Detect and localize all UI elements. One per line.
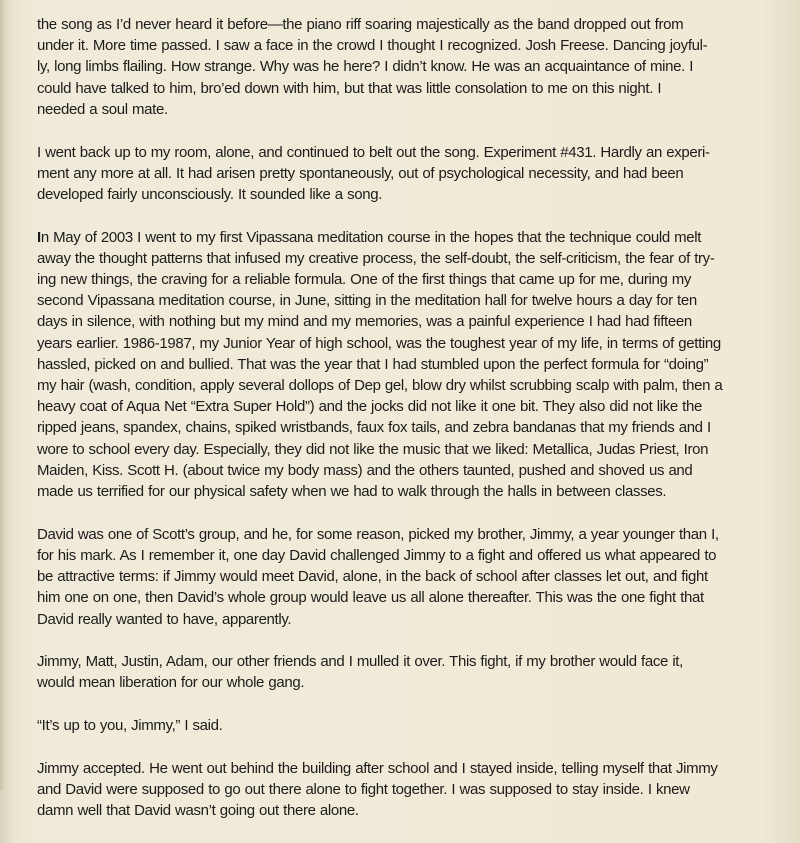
text-line: ment any more at all. It had arisen pretty spontaneously, out of psychological necessity, and had been — [37, 164, 684, 182]
text-line: hassled, picked on and bullied. That was the year that I had stumbled upon the perfect formula for “doing” — [37, 355, 709, 373]
text-line: developed fairly unconsciously. It sounded like a song. — [37, 185, 383, 203]
text-line: heavy coat of Aqua Net “Extra Super Hold”) and the jocks did not like it one bit. They also did not like the — [37, 398, 702, 416]
page-fold-shadow — [0, 0, 6, 790]
text-line: second Vipassana meditation course, in June, sitting in the meditation hall for twelve hours a day for ten — [37, 292, 697, 310]
text-line: “It’s up to you, Jimmy,” I said. — [37, 717, 223, 735]
text-line: made us terrified for our physical safety when we had to walk through the halls in between classes. — [37, 483, 667, 501]
text-line: for his mark. As I remember it, one day David challenged Jimmy to a fight and offered us what appeared to — [37, 546, 717, 564]
text-line: could have talked to him, bro’ed down with him, but that was little consolation to me on this night. I — [37, 79, 662, 97]
text-line: him one on one, then David’s whole group would leave us all alone thereafter. This was the one fight that — [37, 589, 704, 607]
paragraph — [37, 142, 777, 206]
paragraph — [37, 715, 777, 736]
text-line: David really wanted to have, apparently. — [37, 610, 292, 628]
paragraph — [37, 227, 777, 503]
text-line: away the thought patterns that infused my creative process, the self-doubt, the self-criticism, the fear of try- — [37, 249, 715, 267]
text-line: Jimmy, Matt, Justin, Adam, our other friends and I mulled it over. This fight, if my brother would face it, — [37, 653, 683, 671]
line-text: n May of 2003 I went to my first Vipassana meditation course in the hopes that the technique could melt — [40, 228, 702, 246]
text-line: wore to school every day. Especially, they did not like the music that we liked: Metallica, Judas Priest, Iron — [37, 440, 709, 458]
text-line: Jimmy accepted. He went out behind the building after school and I stayed inside, telling myself that Jimmy — [37, 759, 718, 777]
text-line — [37, 227, 777, 248]
text-line: Maiden, Kiss. Scott H. (about twice my body mass) and the others taunted, pushed and shoved us and — [37, 461, 693, 479]
text-line: I went back up to my room, alone, and continued to belt out the song. Experiment #431. Hardly an experi- — [37, 143, 710, 161]
text-line: ly, long limbs flailing. How strange. Why was he here? I didn’t know. He was an acquaintance of mine. I — [37, 58, 694, 76]
drop-cap: I — [37, 228, 41, 246]
text-line: damn well that David wasn’t going out there alone. — [37, 802, 359, 820]
text-line: ing new things, the craving for a reliable formula. One of the first things that came up for me, during my — [37, 271, 692, 289]
text-line: years earlier. 1986-1987, my Junior Year of high school, was the toughest year of my life, in terms of getting — [37, 334, 721, 352]
text-line: and David were supposed to go out there alone to fight together. I was supposed to stay inside. I knew — [37, 781, 690, 799]
text-line: David was one of Scott’s group, and he, for some reason, picked my brother, Jimmy, a year younger than I, — [37, 525, 719, 543]
text-line: ripped jeans, spandex, chains, spiked wristbands, faux fox tails, and zebra bandanas that my friends and I — [37, 419, 711, 437]
text-line: days in silence, with nothing but my mind and my memories, was a painful experience I had had fifteen — [37, 313, 692, 331]
paragraph — [37, 524, 777, 630]
text-line: my hair (wash, condition, apply several dollops of Dep gel, blow dry whilst scrubbing scalp with palm, then a — [37, 377, 723, 395]
paragraph — [37, 14, 777, 120]
text-line: under it. More time passed. I saw a face in the crowd I thought I recognized. Josh Freese. Dancing joyful- — [37, 37, 708, 55]
paragraph — [37, 651, 777, 693]
text-line: the song as I’d never heard it before—the piano riff soaring majestically as the band dropped out from — [37, 16, 684, 33]
text-line: be attractive terms: if Jimmy would meet David, alone, in the back of school after classes let out, and fight — [37, 568, 708, 586]
text-line: needed a soul mate. — [37, 100, 168, 118]
document-body — [37, 14, 777, 843]
text-line: would mean liberation for our whole gang. — [37, 674, 305, 692]
